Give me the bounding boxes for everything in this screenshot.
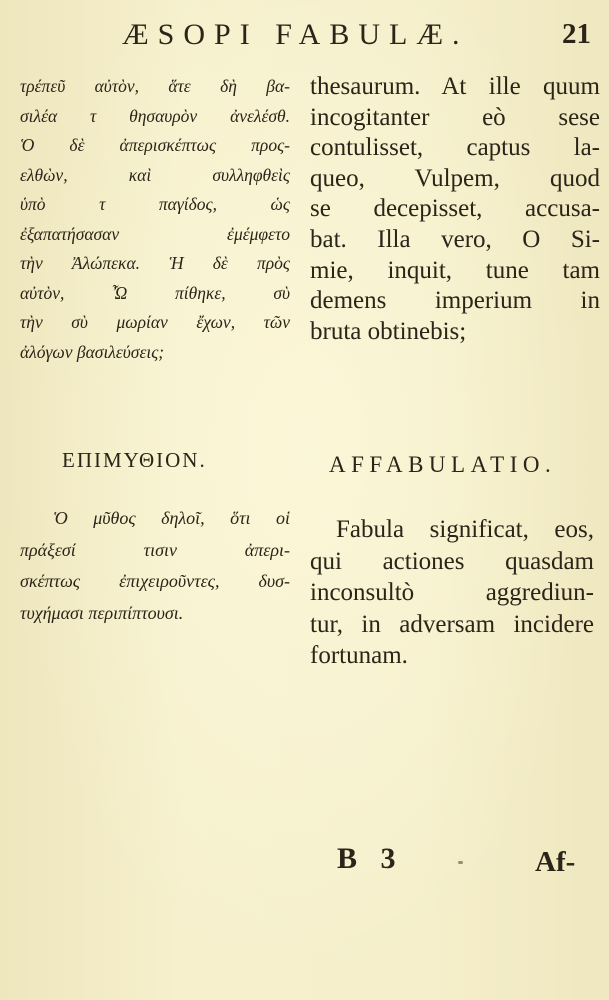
greek-fable-column — [20, 72, 290, 367]
greek-line: αὐτὸν, Ὦ πίθηκε, σὺ — [20, 282, 290, 303]
latin-moral-line: fortunam. — [310, 642, 408, 669]
greek-line: ἐξαπατήσασαν ἐμέμφετο — [20, 223, 290, 244]
greek-line: ἀλόγων βασιλεύσεις; — [20, 341, 165, 362]
latin-line: contulisset, captus la- — [310, 134, 600, 162]
greek-line: τὴν σὺ μωρίαν ἔχων, τῶν — [20, 312, 290, 332]
greek-moral-line: τυχήμασι περιπίπτουσι. — [20, 602, 184, 623]
latin-fable-column — [310, 72, 600, 347]
latin-moral-line: Fabula significat, eos, — [336, 516, 594, 543]
greek-line: τὴν Ἀλώπεκα. Ἡ δὲ πρὸς — [20, 253, 290, 273]
greek-line: Ὁ δὲ ἀπερισκέπτως προς- — [20, 135, 290, 155]
greek-moral-column — [20, 503, 290, 629]
catchword: Af- — [535, 846, 576, 878]
latin-line: queo, Vulpem, quod — [310, 164, 600, 192]
page-header — [0, 18, 609, 58]
greek-moral-heading: ΕΠΙΜΥΘΙΟΝ. — [62, 448, 207, 472]
latin-line: bruta obtinebis; — [310, 317, 467, 345]
latin-moral-line: tur, in adversam incidere — [310, 610, 594, 638]
greek-line: σιλέα τ θησαυρὸν ἀνελέσθ. — [20, 105, 290, 126]
latin-moral-line: inconsultò aggrediun- — [310, 579, 594, 606]
latin-moral-line: qui actiones quasdam — [310, 547, 594, 575]
latin-moral-column — [310, 514, 594, 672]
latin-line: bat. Illa vero, O Si- — [310, 225, 600, 253]
greek-moral-line: Ὁ μῦθος δηλοῖ, ὅτι οἱ — [53, 508, 290, 528]
signature-mark: B 3 — [337, 842, 404, 875]
latin-line: thesaurum. At ille quum — [310, 73, 600, 100]
ink-speck — [458, 861, 463, 864]
latin-line: demens imperium in — [310, 287, 600, 315]
greek-line: τρέπεῦ αὐτὸν, ἅτε δὴ βα- — [20, 76, 290, 96]
latin-line: incogitanter eò sese — [310, 103, 600, 131]
page-number: 21 — [562, 18, 591, 50]
latin-line: se decepisset, accusa- — [310, 195, 600, 223]
greek-line: ὑπὸ τ παγίδος, ὡς — [20, 194, 290, 214]
running-title: ÆSOPI FABULÆ. — [122, 18, 469, 51]
latin-line: mie, inquit, tune tam — [310, 256, 600, 284]
greek-moral-line: σκέπτως ἐπιχειροῦντες, δυσ- — [20, 571, 290, 591]
greek-line: ελθὼν, καὶ συλληφθεὶς — [20, 164, 290, 185]
greek-moral-line: πράξεσί τισιν ἀπερι- — [20, 539, 290, 560]
latin-moral-heading: AFFABULATIO. — [329, 452, 557, 477]
